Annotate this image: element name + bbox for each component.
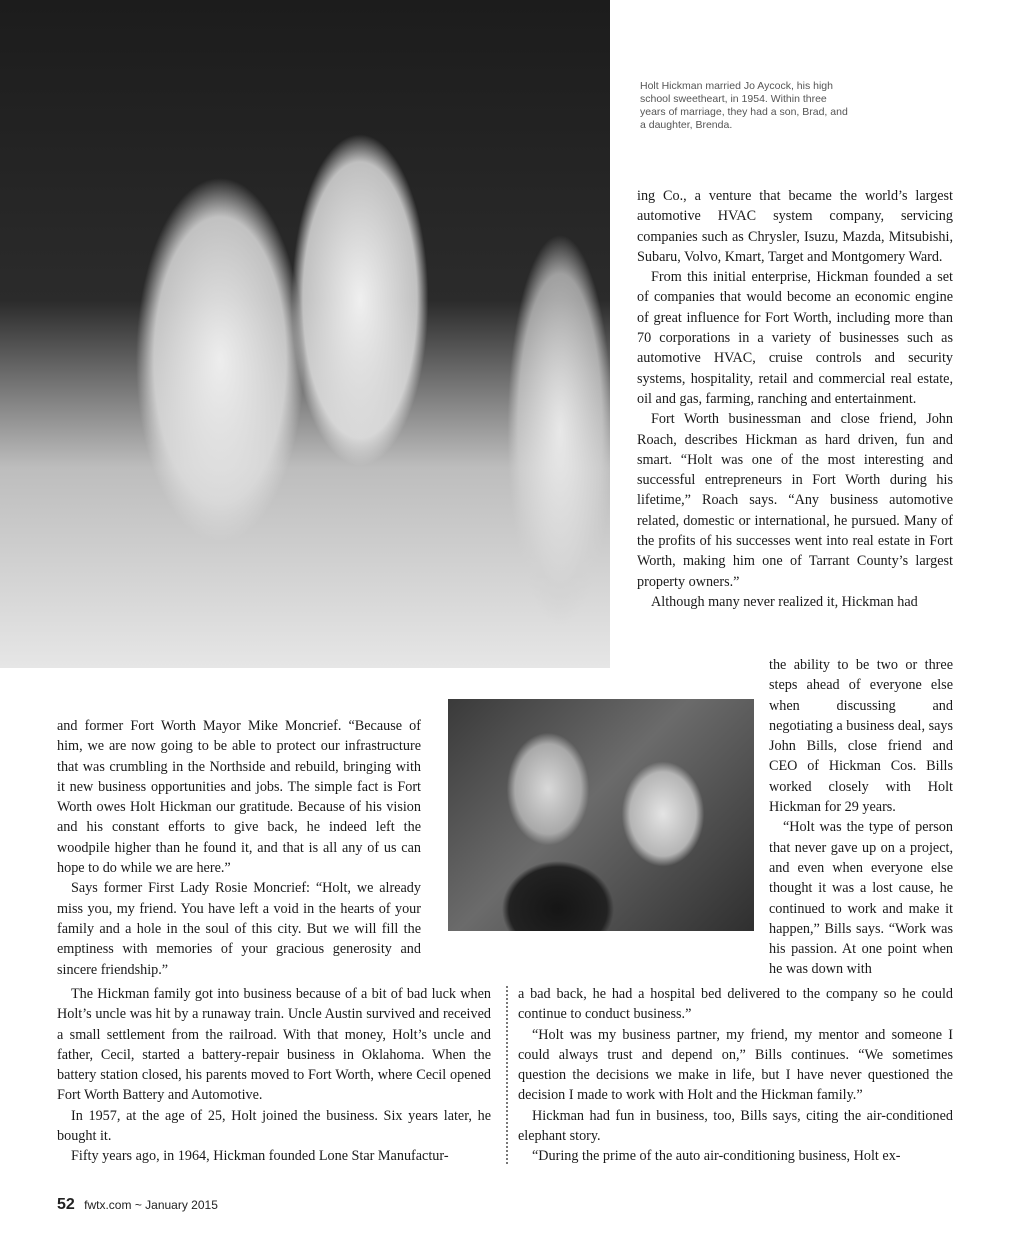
article-column-right-wrap [769, 655, 953, 980]
column-divider [506, 986, 508, 1164]
paragraph: Says former First Lady Rosie Moncrief: “Holt, we already miss you, my friend. You have left a void in the hearts of your family and a hole in the soul of this city. But we will fill the emptiness with memories of your gracious generosity and sincere friendship.” [57, 880, 421, 978]
article-column-bottom-left [57, 984, 491, 1167]
paragraph: “Holt was the type of person that never gave up on a project, and even when everyone else thought it was a lost cause, he continued to work and make it happen,” Bills says. “Work was his passion. At one point when he was down with [769, 819, 953, 978]
photo-caption: Holt Hickman married Jo Aycock, his high school sweetheart, in 1954. Within three years of marriage, they had a son, Brad, and a daughter, Brenda. [640, 80, 848, 131]
wedding-photo [0, 0, 610, 668]
portrait-photo [448, 699, 754, 931]
article-column-bottom-right [518, 984, 953, 1167]
paragraph: the ability to be two or three steps ahead of everyone else when discussing and negotiating a business deal, says John Bills, close friend and CEO of Hickman Cos. Bills worked closely with Holt Hickman for 29 years. [769, 657, 954, 816]
paragraph: a bad back, he had a hospital bed delivered to the company so he could continue to conduct business.” [518, 986, 953, 1023]
paragraph: In 1957, at the age of 25, Holt joined the business. Six years later, he bought it. [57, 1107, 491, 1145]
paragraph: Although many never realized it, Hickman had [651, 593, 918, 610]
paragraph: “During the prime of the auto air-conditioning business, Holt ex- [532, 1148, 901, 1165]
publication-info: fwtx.com ~ January 2015 [84, 1198, 218, 1212]
paragraph: and former Fort Worth Mayor Mike Moncrief. “Because of him, we are now going to be able to protect our infrastructure that was crumbling in the Northside and rebuild, bringing with it new business opportunities and jobs. The simple fact is Fort Worth owes Holt Hickman our gratitude. Because of his vision and his constant efforts to give back, he indeed left the woodpile higher than he found it, and that is all any of us can hope to do while we are here.” [57, 718, 421, 877]
article-column-left [57, 716, 421, 980]
article-column-right-top [637, 186, 953, 612]
paragraph: The Hickman family got into business because of a bit of bad luck when Holt’s uncle was hit by a runaway train. Uncle Austin survived and received a small settlement from the railroad. With that money, Holt’s uncle and father, Cecil, started a battery-repair business in Oklahoma. When the battery station closed, his parents moved to Fort Worth, where Cecil opened Fort Worth Battery and Automotive. [57, 986, 491, 1104]
paragraph: Hickman had fun in business, too, Bills says, citing the air-conditioned elephant story. [518, 1107, 953, 1145]
page-number: 52 [57, 1196, 75, 1213]
paragraph: Fort Worth businessman and close friend, John Roach, describes Hickman as hard driven, fun and smart. “Holt was one of the most interesting and successful entrepreneurs in Fort Worth during his lifetime,” Roach says. “Any business automotive related, domestic or international, he pursued. Many of the profits of his successes went into real estate in Fort Worth, making him one of Tarrant County’s largest property owners.” [637, 411, 953, 590]
page-footer [57, 1196, 218, 1214]
paragraph: ing Co., a venture that became the world’s largest automotive HVAC system company, servicing companies such as Chrysler, Isuzu, Mazda, Mitsubishi, Subaru, Volvo, Kmart, Target and Montgomery Ward. [637, 188, 953, 265]
paragraph: Fifty years ago, in 1964, Hickman founded Lone Star Manufactur- [71, 1148, 449, 1165]
paragraph: From this initial enterprise, Hickman founded a set of companies that would become an economic engine of great influence for Fort Worth, including more than 70 corporations in a variety of businesses such as automotive HVAC, cruise controls and security systems, hospitality, retail and commercial real estate, oil and gas, farming, ranching and entertainment. [637, 269, 953, 407]
paragraph: “Holt was my business partner, my friend, my mentor and someone I could always trust and depend on,” Bills continues. “We sometimes question the decisions we make in life, but I have never questioned the decision I made to work with Holt and the Hickman family.” [518, 1026, 953, 1104]
